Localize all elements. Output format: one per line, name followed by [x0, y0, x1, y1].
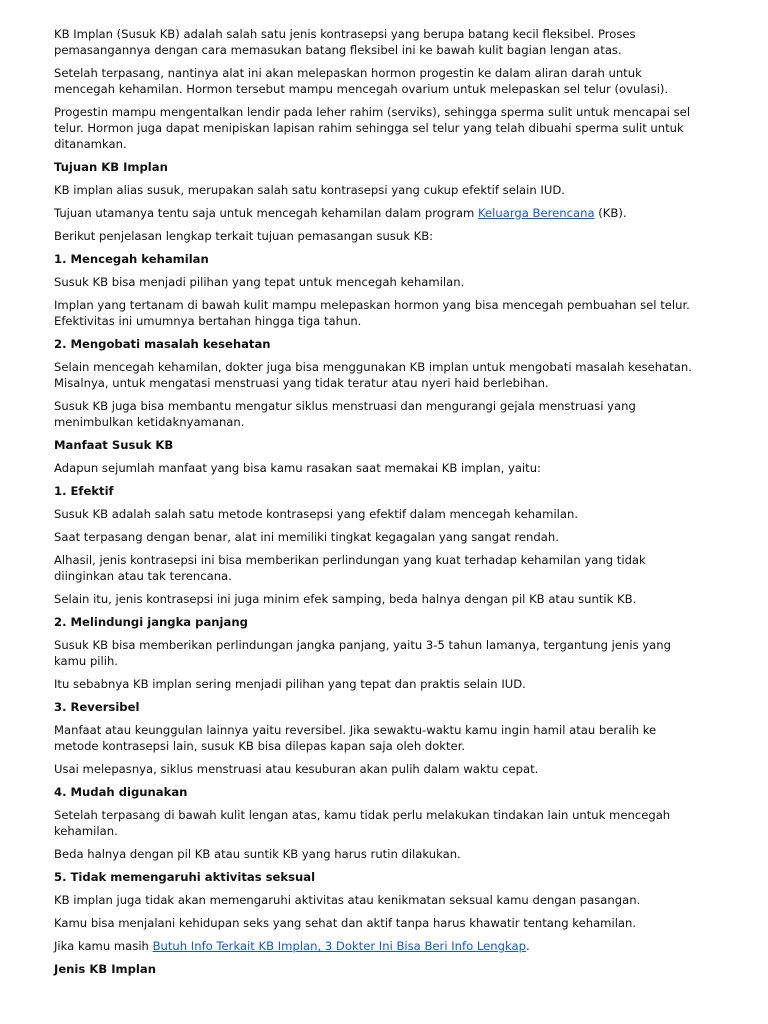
heading-reversibel: 3. Reversibel [54, 700, 140, 714]
heading-jangka-panjang: 2. Melindungi jangka panjang [54, 615, 248, 629]
heading-tujuan: Tujuan KB Implan [54, 160, 168, 174]
paragraph: Usai melepasnya, siklus menstruasi atau kesuburan akan pulih dalam waktu cepat. [54, 762, 539, 776]
heading-efektif: 1. Efektif [54, 484, 114, 498]
heading-aktivitas-seksual: 5. Tidak memengaruhi aktivitas seksual [54, 870, 316, 884]
paragraph: Setelah terpasang di bawah kulit lengan atas, kamu tidak perlu melakukan tindakan lain untuk mencegah kehamilan. [54, 808, 671, 838]
paragraph: Kamu bisa menjalani kehidupan seks yang sehat dan aktif tanpa harus khawatir tentang kehamilan. [54, 916, 637, 930]
paragraph: Manfaat atau keunggulan lainnya yaitu reversibel. Jika sewaktu-waktu kamu ingin hamil atau beralih ke metode kontrasepsi lain, susuk KB bisa dilepas kapan saja oleh dokter. [54, 723, 657, 753]
paragraph: KB implan alias susuk, merupakan salah satu kontrasepsi yang cukup efektif selain IUD. [54, 183, 565, 197]
info-dokter-link[interactable]: Butuh Info Terkait KB Implan, 3 Dokter Ini Bisa Beri Info Lengkap [152, 939, 526, 953]
heading-mudah-digunakan: 4. Mudah digunakan [54, 785, 188, 799]
text-after-link: (KB). [594, 206, 627, 220]
paragraph: Implan yang tertanam di bawah kulit mampu melepaskan hormon yang bisa mencegah pembuahan sel telur. Efektivitas ini umumnya bertahan hingga tiga tahun. [54, 298, 690, 328]
heading-manfaat: Manfaat Susuk KB [54, 438, 174, 452]
paragraph: Selain itu, jenis kontrasepsi ini juga minim efek samping, beda halnya dengan pil KB atau suntik KB. [54, 592, 637, 606]
progestin-release-paragraph: Setelah terpasang, nantinya alat ini akan melepaskan hormon progestin ke dalam aliran darah untuk mencegah kehamilan. Hormon tersebut mampu mencegah ovarium untuk melepaskan sel telur (ovulasi). [54, 66, 669, 96]
paragraph-with-link [54, 938, 698, 954]
paragraph: Susuk KB adalah salah satu metode kontrasepsi yang efektif dalam mencegah kehamilan. [54, 507, 579, 521]
paragraph: Beda halnya dengan pil KB atau suntik KB yang harus rutin dilakukan. [54, 847, 461, 861]
text-after-link: . [525, 939, 530, 953]
paragraph: Susuk KB juga bisa membantu mengatur siklus menstruasi dan mengurangi gejala menstruasi yang menimbulkan ketidaknyamanan. [54, 399, 636, 429]
paragraph: Itu sebabnya KB implan sering menjadi pilihan yang tepat dan praktis selain IUD. [54, 677, 526, 691]
paragraph: Adapun sejumlah manfaat yang bisa kamu rasakan saat memakai KB implan, yaitu: [54, 461, 541, 475]
intro-paragraph: KB Implan (Susuk KB) adalah salah satu jenis kontrasepsi yang berupa batang kecil fleksibel. Proses pemasangannya dengan cara memasukan batang fleksibel ini ke bawah kulit bagian lengan atas. [54, 27, 636, 57]
paragraph: Berikut penjelasan lengkap terkait tujuan pemasangan susuk KB: [54, 229, 434, 243]
text-before-link: Jika kamu masih [54, 939, 153, 953]
paragraph: KB implan juga tidak akan memengaruhi aktivitas atau kenikmatan seksual kamu dengan pasangan. [54, 893, 641, 907]
text-before-link: Tujuan utamanya tentu saja untuk mencegah kehamilan dalam program [54, 206, 479, 220]
keluarga-berencana-link[interactable]: Keluarga Berencana [478, 206, 595, 220]
paragraph: Susuk KB bisa menjadi pilihan yang tepat untuk mencegah kehamilan. [54, 275, 465, 289]
heading-mengobati-masalah: 2. Mengobati masalah kesehatan [54, 337, 271, 351]
paragraph: Alhasil, jenis kontrasepsi ini bisa memberikan perlindungan yang kuat terhadap kehamilan yang tidak diinginkan atau tak terencana. [54, 553, 646, 583]
heading-jenis-kb-implan: Jenis KB Implan [54, 962, 156, 976]
progestin-effect-paragraph: Progestin mampu mengentalkan lendir pada leher rahim (serviks), sehingga sperma sulit untuk mencapai sel telur. Hormon juga dapat menipiskan lapisan rahim sehingga sel telur yang telah dibuahi sperma sulit untuk ditanamkan. [54, 105, 691, 151]
paragraph-with-link [54, 205, 698, 221]
paragraph: Selain mencegah kehamilan, dokter juga bisa menggunakan KB implan untuk mengobati masalah kesehatan. Misalnya, untuk mengatasi menstruasi yang tidak teratur atau nyeri haid berlebihan. [54, 360, 692, 390]
paragraph: Susuk KB bisa memberikan perlindungan jangka panjang, yaitu 3-5 tahun lamanya, tergantung jenis yang kamu pilih. [54, 638, 671, 668]
paragraph: Saat terpasang dengan benar, alat ini memiliki tingkat kegagalan yang sangat rendah. [54, 530, 559, 544]
heading-mencegah-kehamilan: 1. Mencegah kehamilan [54, 252, 209, 266]
